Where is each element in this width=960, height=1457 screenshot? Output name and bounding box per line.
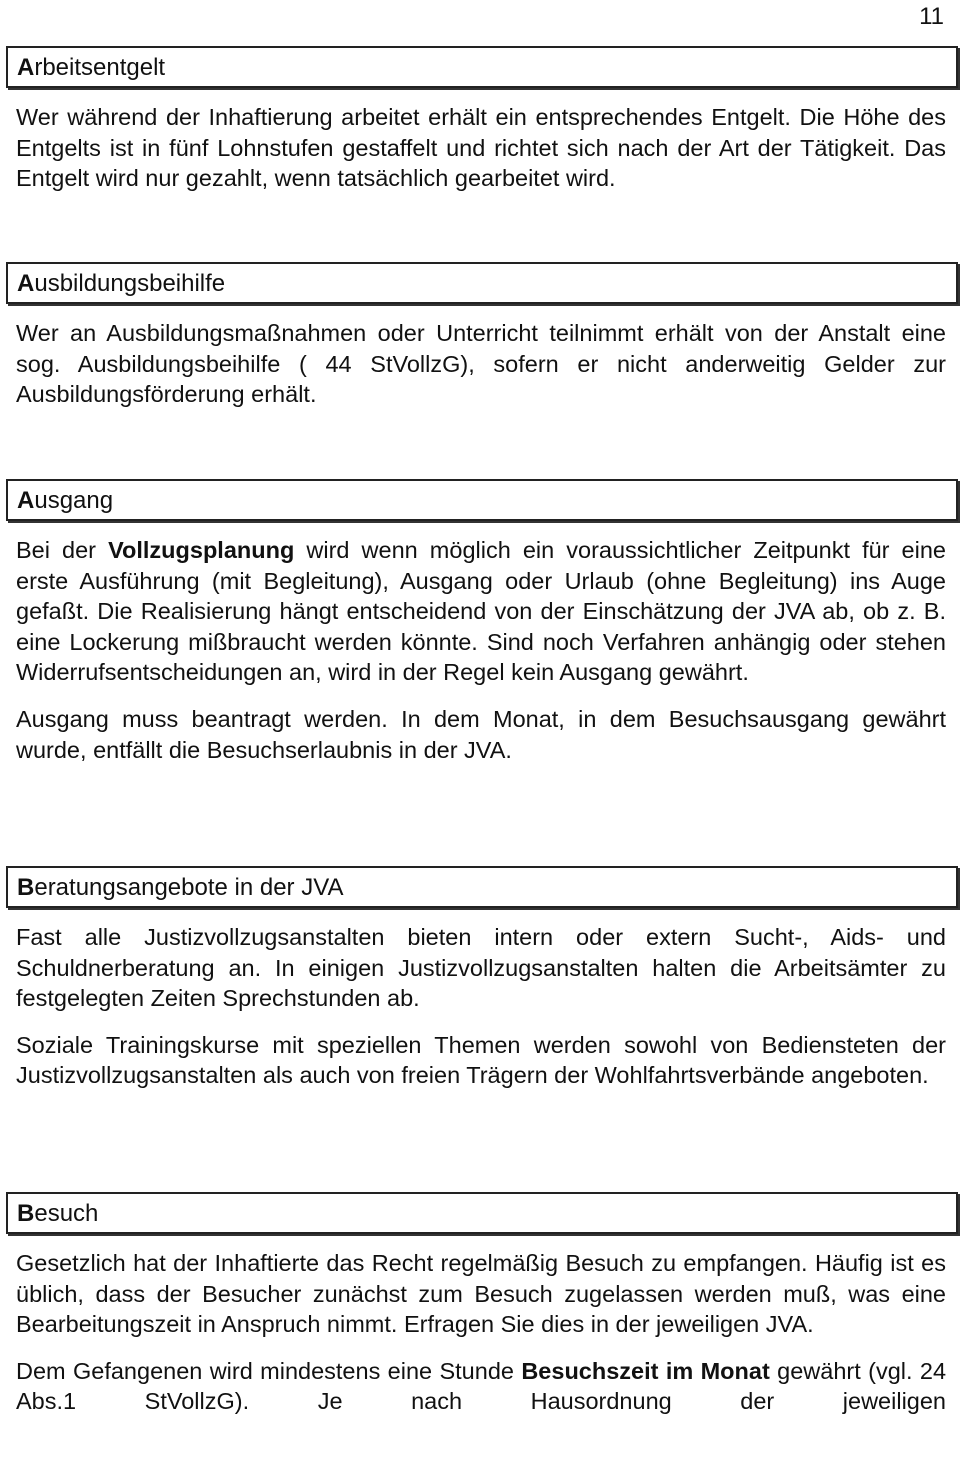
paragraph-text: Dem Gefangenen wird mindestens eine Stunde — [16, 1357, 522, 1384]
heading-text: usgang — [34, 487, 114, 514]
section-ausbildungsbeihilfe — [6, 262, 958, 410]
emphasis-vollzugsplanung: Vollzugsplanung — [108, 537, 295, 563]
paragraph: Gesetzlich hat der Inhaftierte das Recht regelmäßig Besuch zu empfangen. Häufig ist es üblich, dass der Besucher zunächst zum Besuch zugelassen werden muß, was eine Bearbeitungszeit in Anspruch nimmt. Erfragen Sie dies in der jeweiligen JVA. — [16, 1250, 946, 1338]
section-heading-box — [6, 46, 958, 88]
heading-initial: A — [17, 487, 35, 514]
section-beratungsangebote — [6, 866, 958, 1091]
paragraph — [6, 1356, 958, 1417]
section-besuch — [6, 1192, 958, 1417]
paragraph: Soziale Trainingskurse mit speziellen Themen werden sowohl von Bediensteten der Justizvollzugsanstalten als auch von freien Trägern der Wohlfahrtsverbände angeboten. — [16, 1031, 946, 1089]
paragraph: Ausgang muss beantragt werden. In dem Monat, in dem Besuchsausgang gewährt wurde, entfällt die Besuchserlaubnis in der JVA. — [16, 705, 946, 763]
heading-text: usbildungsbeihilfe — [34, 270, 226, 297]
page-number: 11 — [919, 3, 944, 30]
section-heading-box — [6, 479, 958, 521]
emphasis-besuchszeit: Besuchszeit im Monat — [521, 1357, 770, 1384]
section-heading-box — [6, 262, 958, 304]
heading-initial: A — [17, 54, 35, 81]
paragraph: Wer während der Inhaftierung arbeitet erhält ein entsprechendes Entgelt. Die Höhe des Entgelts ist in fünf Lohnstufen gestaffelt und richtet sich nach der Art der Tätigkeit. Das Entgelt wird nur gezahlt, wenn tatsächlich gearbeitet wird. — [16, 104, 946, 192]
heading-initial: B — [17, 1200, 35, 1227]
paragraph: Fast alle Justizvollzugsanstalten bieten intern oder extern Sucht-, Aids- und Schuldnerberatung an. In einigen Justizvollzugsanstalten halten die Arbeitsämter zu festgelegten Zeiten Sprechstunden ab. — [16, 924, 946, 1012]
section-heading-box — [6, 1192, 958, 1234]
heading-initial: B — [17, 874, 35, 901]
heading-initial: A — [17, 270, 35, 297]
section-heading-box — [6, 866, 958, 908]
section-arbeitsentgelt — [6, 46, 958, 194]
heading-text: esuch — [34, 1200, 99, 1227]
heading-text: rbeitsentgelt — [34, 54, 166, 81]
paragraph-text: wird wenn möglich ein voraussichtlicher Zeitpunkt für eine erste Ausführung (mit Begleitung), Ausgang oder Urlaub (ohne Begleitung) ins Auge gefaßt. Die Realisierung hängt entscheidend von der Einschätzung der JVA ab, ob z. B. eine Lockerung mißbraucht werden könnte. Sind noch Verfahren anhängig oder stehen Widerrufsentscheidungen an, wird in der Regel kein Ausgang gewährt. — [16, 537, 946, 686]
paragraph-text: Bei der — [16, 537, 109, 563]
paragraph-text: gewährt (vgl. 24 Abs.1 StVollzG). Je nach Hausordnung der jeweiligen — [16, 1357, 947, 1415]
paragraph — [6, 535, 958, 688]
heading-text: eratungsangebote in der JVA — [34, 874, 344, 901]
section-ausgang — [6, 479, 958, 765]
paragraph: Wer an Ausbildungsmaßnahmen oder Unterricht teilnimmt erhält von der Anstalt eine sog. Ausbildungsbeihilfe ( 44 StVollzG), sofern er nicht anderweitig Gelder zur Ausbildungsförderung erhält. — [16, 320, 946, 408]
